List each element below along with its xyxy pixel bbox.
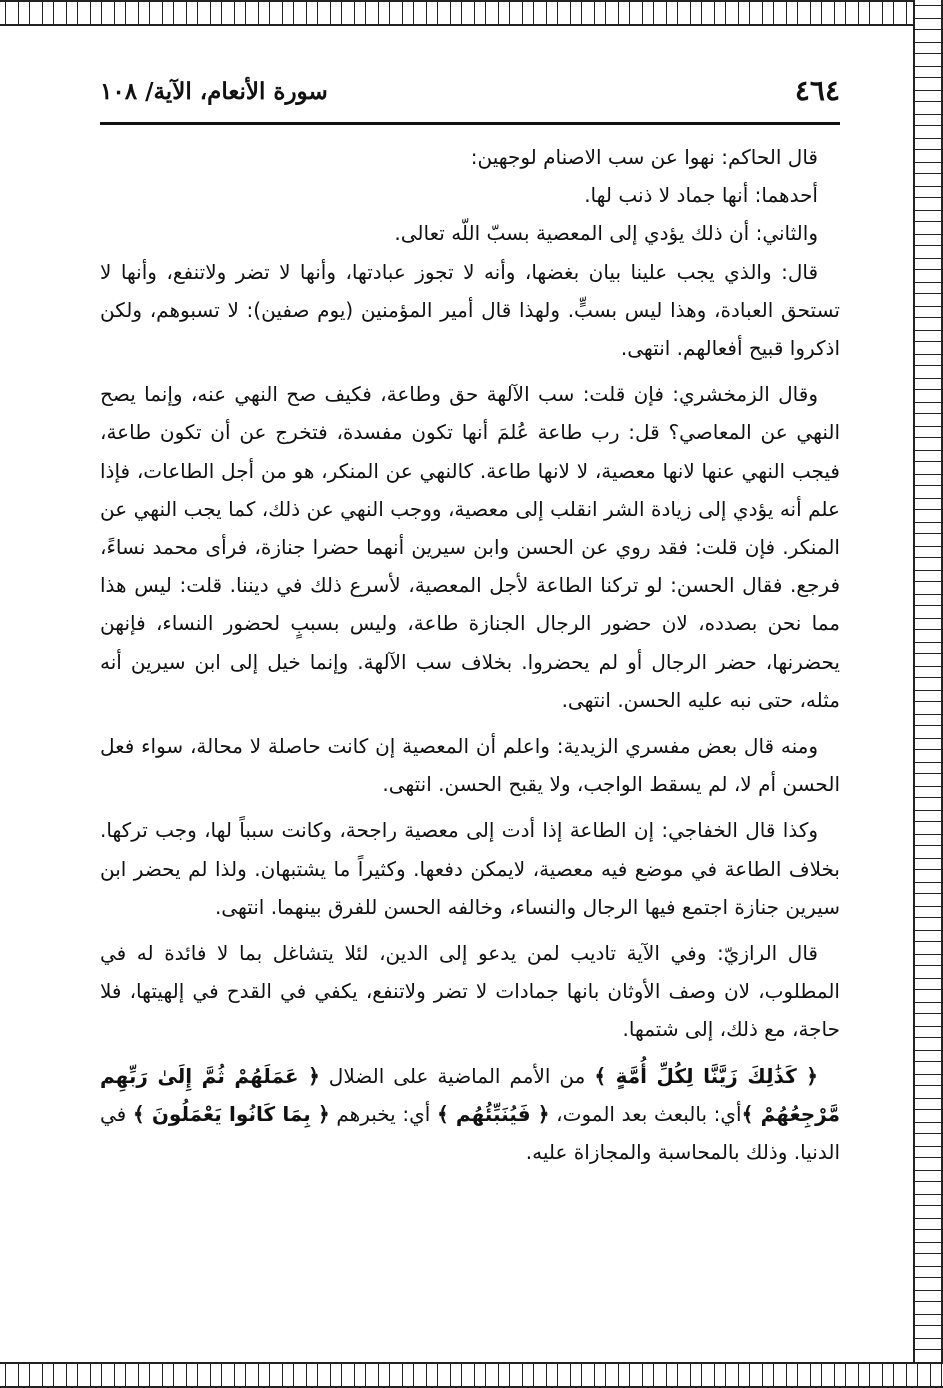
commentary-text: من الأمم الماضية على الضلال: [319, 1063, 595, 1088]
header-divider: [100, 122, 840, 125]
ornamental-border-right: [913, 0, 943, 1388]
page-header: [100, 72, 840, 116]
page-body: [100, 138, 840, 1171]
commentary-text: أي: يخبرهم: [329, 1101, 437, 1126]
quran-quote: ﴿ فَيُنَبِّئُهُم ﴾: [436, 1101, 550, 1126]
paragraph: وقال الزمخشري: فإن قلت: سب الآلهة حق وطاعة، فكيف صح النهي عنه، وإنما يصح النهي عن المعاصي؟ قل: رب طاعة عُلمَ أنها تكون مفسدة، فتخرج عن أن تكون طاعة، فيجب النهي عنها لانها معصية، لا لانها طاعة. كالنهي عن المنكر، هو من أجل الطاعات، فإذا علم أنه يؤدي إلى زيادة الشر انقلب إلى معصية، ووجب النهي عن ذلك، كما يجب النهي عن المنكر. فإن قلت: فقد روي عن الحسن وابن سيرين أنهما حضرا جنازة، فرأى محمد نساءً، فرجع. فقال الحسن: لو تركنا الطاعة لأجل المعصية، لأسرع ذلك في ديننا. قلت: ليس هذا مما نحن بصدده، لان حضور الرجال الجنازة طاعة، وليس بسببٍ لحضور النساء، فإنهن يحضرنها، حضر الرجال أو لم يحضروا. بخلاف سب الآلهة. وإنما خيل إلى ابن سيرين أنه مثله، حتى نبه عليه الحسن. انتهى.: [100, 382, 840, 712]
quran-quote: ﴿ كَذَٰلِكَ زَيَّنَّا لِكُلِّ أُمَّةٍ ﴾: [594, 1063, 818, 1088]
quran-quote: ﴿ بِمَا كَانُوا يَعْمَلُونَ ﴾: [132, 1101, 330, 1126]
page-number: ٤٦٤: [794, 74, 840, 107]
paragraph: أحدهما: أنها جماد لا ذنب لها.: [584, 183, 818, 208]
paragraph: وكذا قال الخفاجي: إن الطاعة إذا أدت إلى معصية راجحة، وكانت سبباً لها، وجب تركها. بخلاف الطاعة في موضع فيه معصية، لايمكن دفعها. وكثيراً ما يشتبهان. ولذا لم يحضر ابن سيرين جنازة اجتمع فيها الرجال والنساء، وخالفه الحسن للفرق بينهما. انتهى.: [100, 818, 840, 919]
commentary-text: في الدنيا. وذلك بالمحاسبة والمجازاة عليه.: [100, 1101, 840, 1165]
commentary-text: أي: بالبعث بعد الموت،: [549, 1101, 742, 1126]
ornamental-border-bottom: [0, 1362, 943, 1388]
paragraph: والثاني: أن ذلك يؤدي إلى المعصية بسبّ اللّه تعالى.: [394, 221, 818, 246]
paragraph-final: [100, 1057, 840, 1172]
paragraph: قال الرازيّ: وفي الآية تاديب لمن يدعو إلى الدين، لئلا يتشاغل بما لا فائدة له في المطلوب، لان وصف الأوثان بانها جمادات لا تضر ولاتنفع، يكفي في القدح في إلهيتها، فلا حاجة، مع ذلك، إلى شتمها.: [100, 941, 840, 1042]
quran-quote: ﴿ عَمَلَهُمْ ثُمَّ إِلَىٰ رَبِّهِم مَّرْجِعُهُمْ ﴾: [100, 1063, 840, 1126]
paragraph: قال الحاكم: نهوا عن سب الاصنام لوجهين:: [470, 145, 818, 169]
paragraph: ومنه قال بعض مفسري الزيدية: واعلم أن المعصية إن كانت حاصلة لا محالة، سواء فعل الحسن أم لا، لم يسقط الواجب، ولا يقبح الحسن. انتهى.: [100, 734, 840, 797]
surah-title: سورة الأنعام، الآية/ ١٠٨: [100, 78, 328, 105]
paragraph: قال: والذي يجب علينا بيان بغضها، وأنه لا تجوز عبادتها، وأنها لا تضر ولاتنفع، وأنها لا تستحق العبادة، وهذا ليس بسبٍّ. ولهذا قال أمير المؤمنين (يوم صفين): لا تسبوهم، ولكن اذكروا قبيح أفعالهم. انتهى.: [100, 259, 840, 361]
ornamental-border-top: [0, 0, 943, 26]
